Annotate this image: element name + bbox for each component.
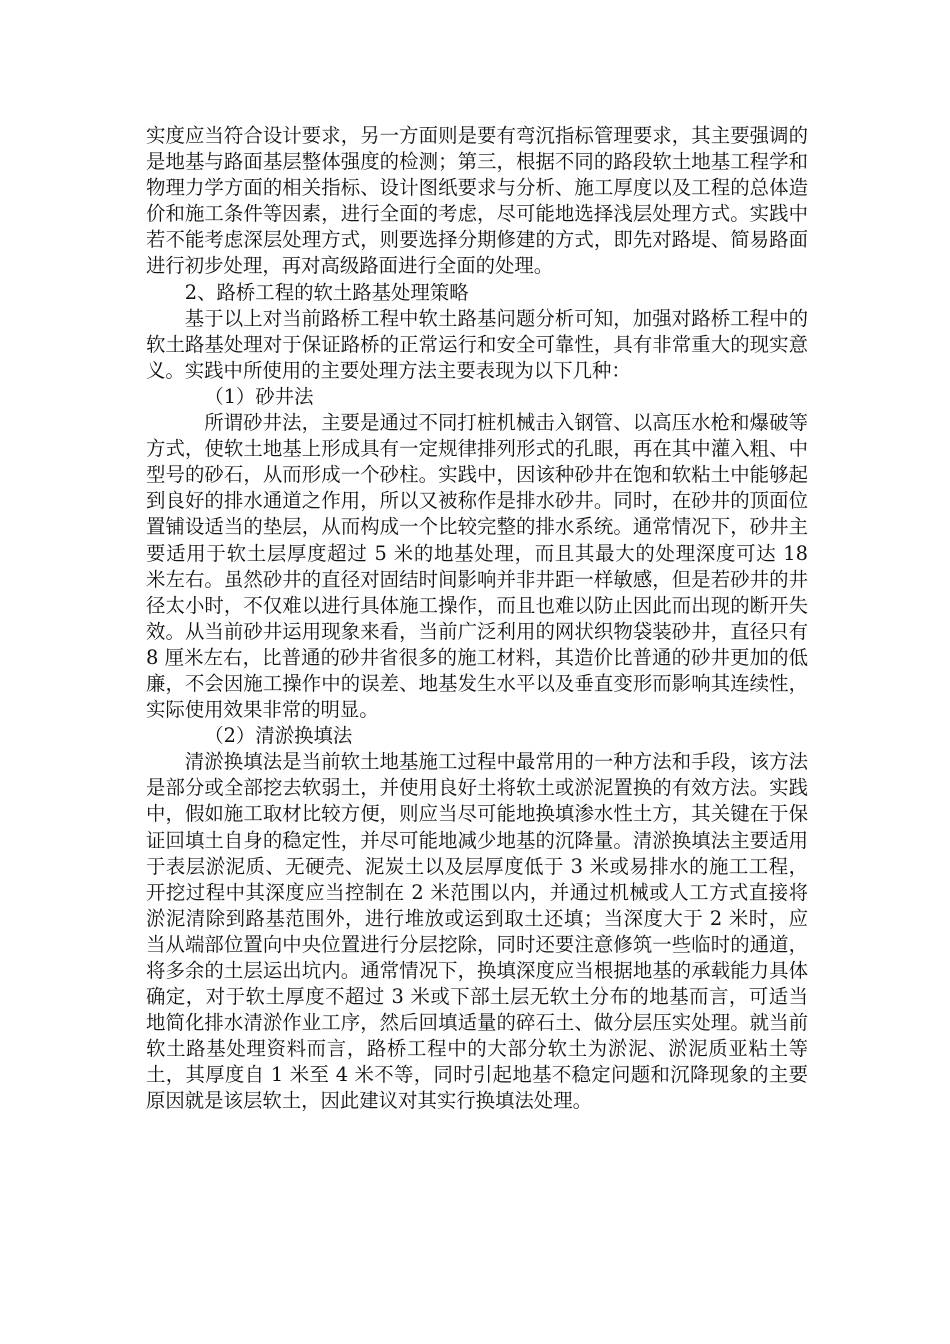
paragraph-sand-well: 所谓砂井法，主要是通过不同打桩机械击入钢管、以高压水枪和爆破等方式，使软土地基上形成具有一定规律排列形式的孔眼，再在其中灌入粗、中型号的砂石，从而形成一个砂柱。实践中，因该种砂井在饱和软粘土中能够起到良好的排水通道之作用，所以又被称作是排水砂井。同时，在砂井的顶面位置铺设适当的垫层，从而构成一个比较完整的排水系统。通常情况下，砂井主要适用于软土层厚度超过 5 米的地基处理，而且其最大的处理深度可达 18 米左右。虽然砂井的直径对固结时间影响并非井距一样敏感，但是若砂井的井径太小时，不仅难以进行具体施工操作，而且也难以防止因此而出现的断开失效。从当前砂井运用现象来看，当前广泛利用的网状织物袋装砂井，直径只有 8 厘米左右，比普通的砂井省很多的施工材料，其造价比普通的砂井更加的低廉，不会因施工操作中的误差、地基发生水平以及垂直变形而影响其连续性，实际使用效果非常的明显。 [146,411,808,722]
subheading-dredge-replace: （2）清淤换填法 [204,724,353,748]
paragraph-overview: 基于以上对当前路桥工程中软土路基问题分析可知，加强对路桥工程中的软土路基处理对于保证路桥的正常运行和安全可靠性，具有非常重大的现实意义。实践中所使用的主要处理方法主要表现为以下几种： [146,306,808,382]
section-heading: 2、路桥工程的软土路基处理策略 [184,280,469,304]
document-page [146,123,808,1115]
subheading-sand-well: （1）砂井法 [204,384,314,408]
paragraph-intro: 实度应当符合设计要求，另一方面则是要有弯沉指标管理要求，其主要强调的是地基与路面基层整体强度的检测；第三，根据不同的路段软土地基工程学和物理力学方面的相关指标、设计图纸要求与分析、施工厚度以及工程的总体造价和施工条件等因素，进行全面的考虑，尽可能地选择浅层处理方式。实践中若不能考虑深层处理方式，则要选择分期修建的方式，即先对路堤、简易路面进行初步处理，再对高级路面进行全面的处理。 [146,124,808,278]
paragraph-dredge-replace: 清淤换填法是当前软土地基施工过程中最常用的一种方法和手段，该方法是部分或全部挖去软弱土，并使用良好土将软土或淤泥置换的有效方法。实践中，假如施工取材比较方便，则应当尽可能地换填渗水性土方，其关键在于保证回填土自身的稳定性，并尽可能地减少地基的沉降量。清淤换填法主要适用于表层淤泥质、无硬壳、泥炭土以及层厚度低于 3 米或易排水的施工工程，开挖过程中其深度应当控制在 2 米范围以内，并通过机械或人工方式直接将淤泥清除到路基范围外，进行堆放或运到取土还填；当深度大于 2 米时，应当从端部位置向中央位置进行分层挖除，同时还要注意修筑一些临时的通道，将多余的土层运出坑内。通常情况下，换填深度应当根据地基的承载能力具体确定，对于软土厚度不超过 3 米或下部土层无软土分布的地基而言，可适当地简化排水清淤作业工序，然后回填适量的碎石土、做分层压实处理。就当前软土路基处理资料而言，路桥工程中的大部分软土为淤泥、淤泥质亚粘土等土，其厚度自 1 米至 4 米不等，同时引起地基不稳定问题和沉降现象的主要原因就是该层软土，因此建议对其实行换填法处理。 [146,750,808,1113]
